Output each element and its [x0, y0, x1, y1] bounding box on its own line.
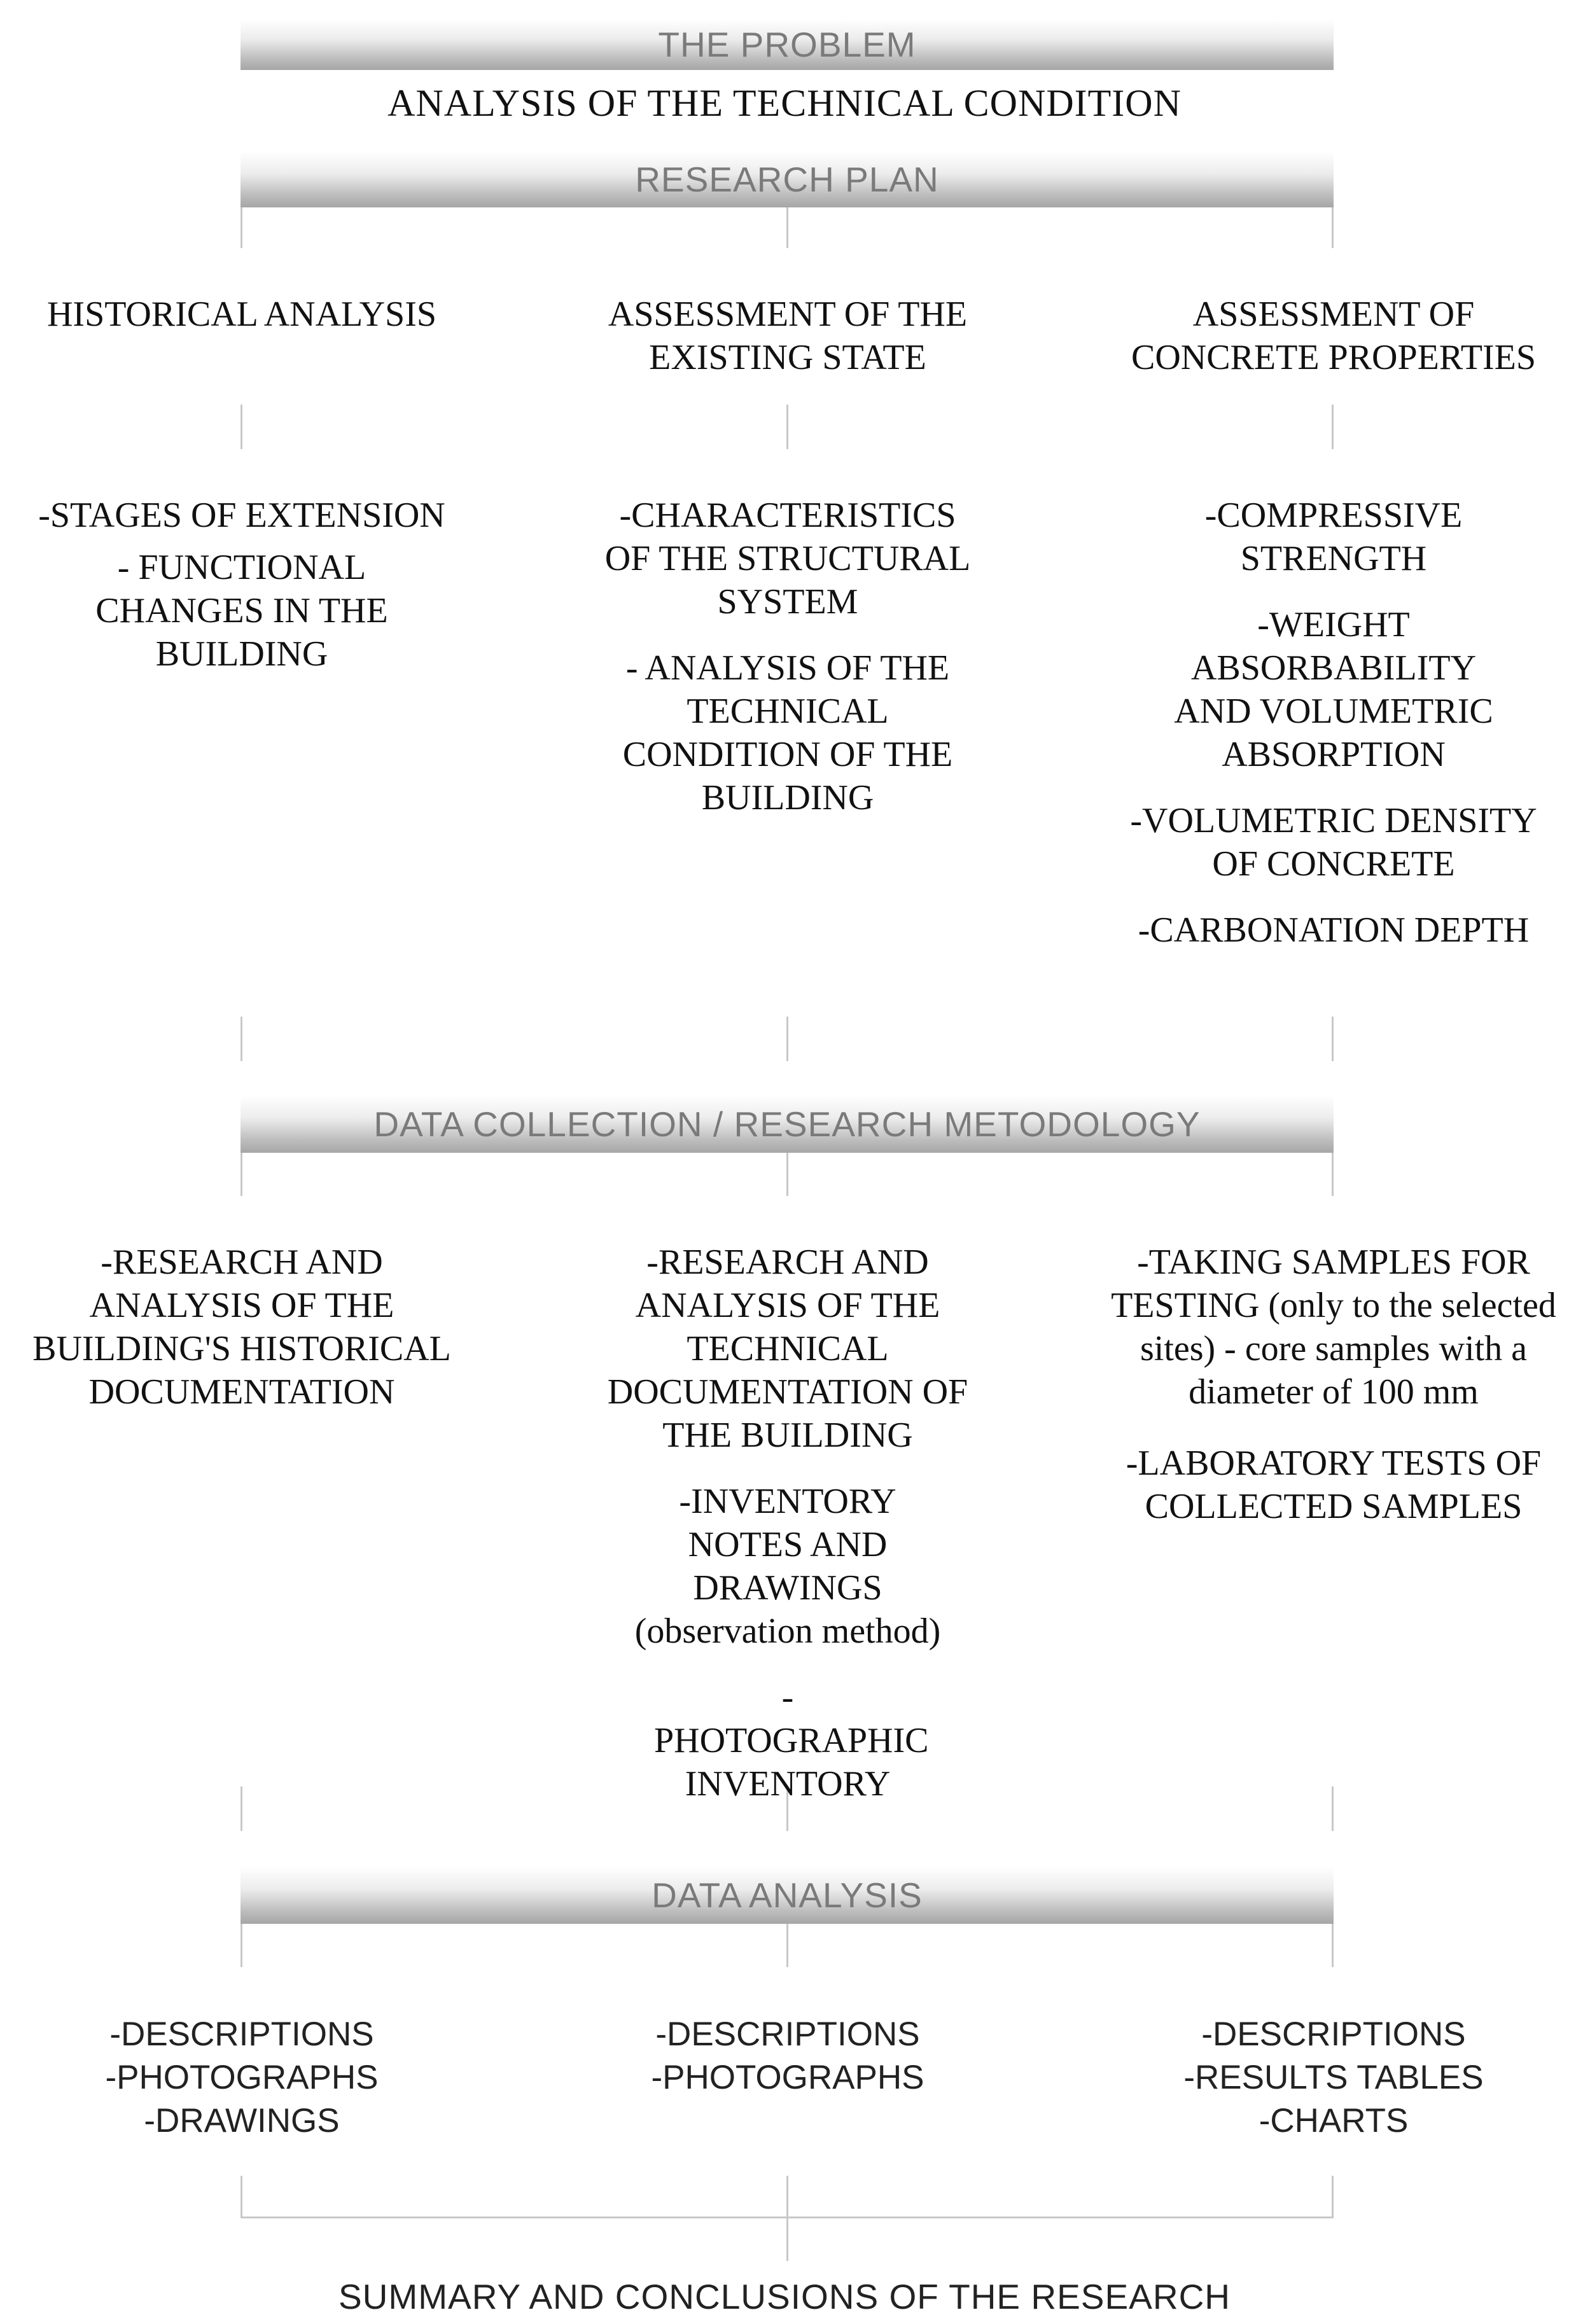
list-item: - ANALYSIS OF THE TECHNICAL CONDITION OF THE BUILDING: [622, 648, 953, 818]
main-title: ANALYSIS OF THE TECHNICAL CONDITION: [387, 82, 1182, 124]
list-item: -STAGES OF EXTENSION: [38, 496, 445, 535]
connector-line: [1332, 405, 1334, 449]
connector-line: [1332, 1153, 1334, 1196]
list-item: -VOLUMETRIC DENSITY OF CONCRETE: [1130, 801, 1537, 884]
connector-line: [1332, 1017, 1334, 1061]
list-item: -PHOTOGRAPHS: [105, 2059, 379, 2096]
connector-line: [786, 2176, 788, 2261]
connector-line: [241, 207, 242, 248]
analysis-items-col-2: [527, 2013, 1049, 2099]
connector-line: [241, 1153, 242, 1196]
list-item: -WEIGHT ABSORBABILITY AND VOLUMETRIC ABSORPTION: [1174, 605, 1493, 774]
column-heading: HISTORICAL ANALYSIS: [46, 295, 436, 334]
plan-items-col-3: [1073, 494, 1569, 980]
band-data-analysis: DATA ANALYSIS: [241, 1867, 1334, 1924]
list-item: -RESULTS TABLES: [1183, 2059, 1484, 2096]
summary-text: SUMMARY AND CONCLUSIONS OF THE RESEARCH: [338, 2277, 1231, 2316]
list-item: -DESCRIPTIONS: [655, 2015, 920, 2053]
connector-line: [241, 1924, 242, 1967]
connector-line: [786, 207, 788, 248]
list-item: -INVENTORY NOTES AND DRAWINGS (observation method): [634, 1482, 941, 1651]
connector-line: [786, 1924, 788, 1967]
collection-items-col-2: [527, 1241, 1049, 1833]
band-research-plan: RESEARCH PLAN: [241, 151, 1334, 207]
list-item: -RESEARCH AND ANALYSIS OF THE TECHNICAL DOCUMENTATION OF THE BUILDING: [607, 1242, 968, 1455]
plan-items-col-2: [527, 494, 1049, 847]
list-item: -CHARACTERISTICS OF THE STRUCTURAL SYSTEM: [604, 496, 971, 622]
column-heading: ASSESSMENT OF CONCRETE PROPERTIES: [1131, 295, 1537, 377]
list-item: -TAKING SAMPLES FOR TESTING (only to the selected sites) - core samples with a diameter of 100 mm: [1111, 1242, 1556, 1412]
band-data-collection: DATA COLLECTION / RESEARCH METODOLOGY: [241, 1096, 1334, 1153]
connector-line: [1332, 207, 1334, 248]
list-item: - PHOTOGRAPHIC INVENTORY: [654, 1678, 929, 1804]
list-item: -CHARTS: [1259, 2102, 1409, 2140]
list-item: -PHOTOGRAPHS: [651, 2059, 924, 2096]
list-item: -COMPRESSIVE STRENGTH: [1204, 496, 1463, 578]
connector-line: [1332, 1924, 1334, 1967]
list-item: -DRAWINGS: [144, 2102, 340, 2140]
collection-items-col-1: [0, 1241, 503, 1442]
list-item: -CARBONATION DEPTH: [1138, 910, 1530, 950]
band-the-problem: THE PROBLEM: [241, 19, 1334, 70]
list-item: -DESCRIPTIONS: [109, 2015, 374, 2053]
connector-line: [241, 1017, 242, 1061]
connector-line: [241, 2176, 242, 2218]
list-item: -LABORATORY TESTS OF COLLECTED SAMPLES: [1126, 1444, 1542, 1526]
list-item: -RESEARCH AND ANALYSIS OF THE BUILDING'S HISTORICAL DOCUMENTATION: [32, 1242, 451, 1412]
connector-line: [786, 405, 788, 449]
collection-items-col-3: [1073, 1241, 1569, 1556]
plan-items-col-1: [0, 494, 503, 704]
connector-line: [241, 405, 242, 449]
list-item: - FUNCTIONAL CHANGES IN THE BUILDING: [95, 548, 388, 674]
analysis-items-col-1: [0, 2013, 503, 2143]
list-item: -DESCRIPTIONS: [1201, 2015, 1466, 2053]
connector-line: [786, 1153, 788, 1196]
analysis-items-col-3: [1073, 2013, 1569, 2143]
column-heading: ASSESSMENT OF THE EXISTING STATE: [608, 295, 968, 377]
connector-line: [786, 1017, 788, 1061]
connector-line: [1332, 1786, 1334, 1831]
connector-line: [1332, 2176, 1334, 2218]
connector-line: [241, 1786, 242, 1831]
